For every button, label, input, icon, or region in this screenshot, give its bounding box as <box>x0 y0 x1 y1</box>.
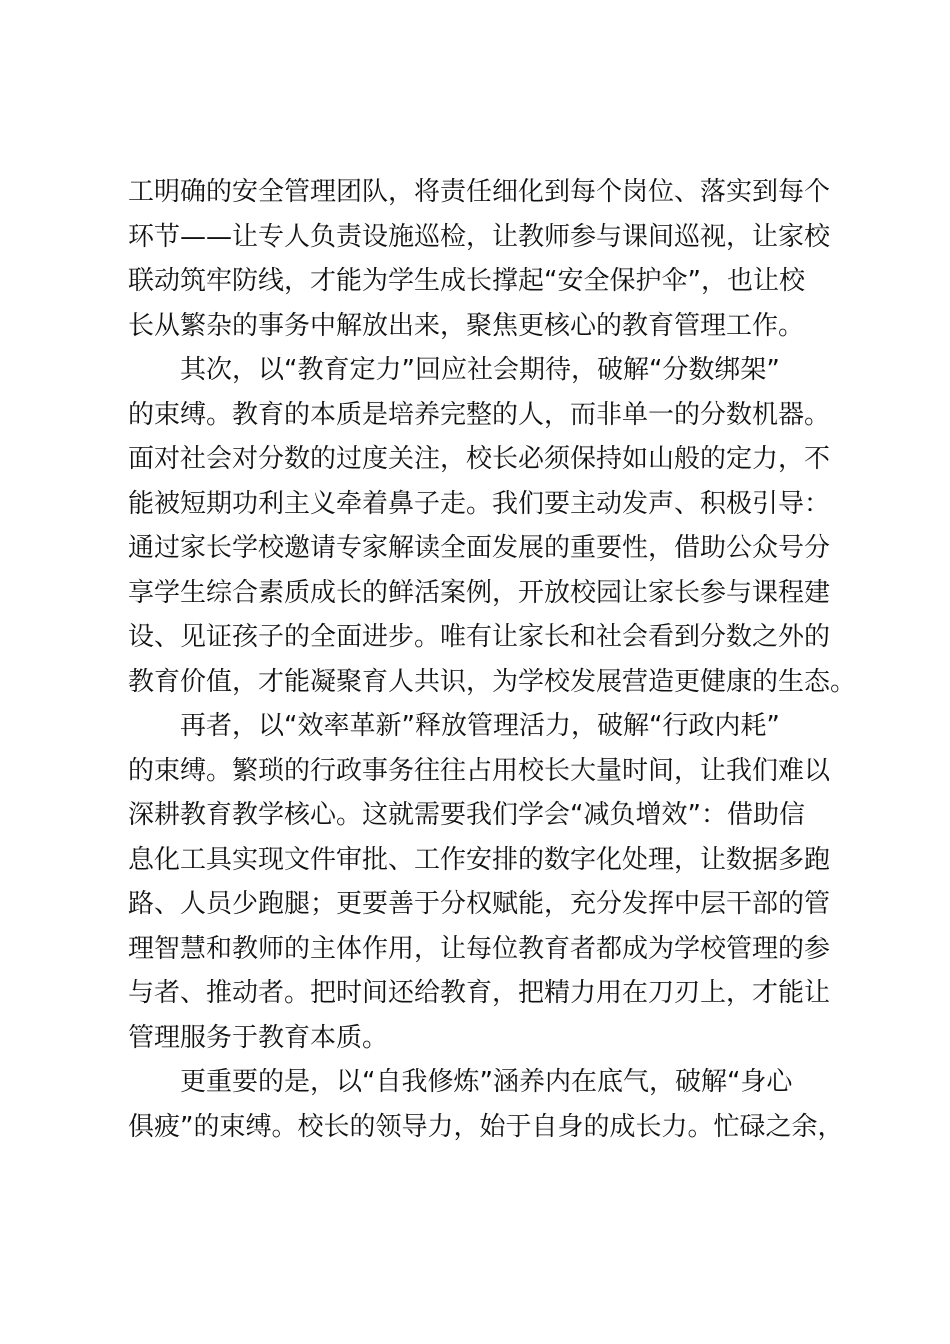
text-line: 俱疲”的束缚。校长的领导力，始于自身的成长力。忙碌之余， <box>128 1111 844 1142</box>
paragraph-start-line: 再者，以“效率革新”释放管理活力，破解“行政内耗” <box>180 711 780 741</box>
text-line: 环节——让专人负责设施巡检，让教师参与课间巡视，让家校 <box>128 221 831 252</box>
text-line: 面对社会对分数的过度关注，校长必须保持如山般的定力，不 <box>128 444 831 474</box>
text-line: 理智慧和教师的主体作用，让每位教育者都成为学校管理的参 <box>128 933 831 964</box>
text-line: 教育价值，才能凝聚育人共识，为学校发展营造更健康的生态。 <box>128 666 857 697</box>
text-line: 与者、推动者。把时间还给教育，把精力用在刀刃上，才能让 <box>128 978 831 1008</box>
text-line: 工明确的安全管理团队，将责任细化到每个岗位、落实到每个 <box>128 177 831 207</box>
text-line: 路、人员少跑腿；更要善于分权赋能，充分发挥中层干部的管 <box>128 889 831 919</box>
text-line: 的束缚。繁琐的行政事务往往占用校长大量时间，让我们难以 <box>128 755 831 786</box>
text-line: 联动筑牢防线，才能为学生成长撑起“安全保护伞”，也让校 <box>128 266 805 296</box>
text-line: 管理服务于教育本质。 <box>128 1022 389 1053</box>
text-line: 深耕教育教学核心。这就需要我们学会“减负增效”：借助信 <box>128 800 805 830</box>
text-line: 能被短期功利主义牵着鼻子走。我们要主动发声、积极引导： <box>128 488 831 519</box>
text-line: 息化工具实现文件审批、工作安排的数字化处理，让数据多跑 <box>128 844 831 875</box>
paragraph-start-line: 更重要的是，以“自我修炼”涵养内在底气，破解“身心 <box>180 1067 793 1097</box>
text-line: 通过家长学校邀请专家解读全面发展的重要性，借助公众号分 <box>128 533 831 563</box>
body-text <box>128 170 857 1149</box>
text-line: 的束缚。教育的本质是培养完整的人，而非单一的分数机器。 <box>128 399 831 430</box>
text-line: 设、见证孩子的全面进步。唯有让家长和社会看到分数之外的 <box>128 622 831 652</box>
text-line: 长从繁杂的事务中解放出来，聚焦更核心的教育管理工作。 <box>128 310 805 341</box>
paragraph-start-line: 其次，以“教育定力”回应社会期待，破解“分数绑架” <box>180 355 780 385</box>
text-line: 享学生综合素质成长的鲜活案例，开放校园让家长参与课程建 <box>128 577 831 608</box>
